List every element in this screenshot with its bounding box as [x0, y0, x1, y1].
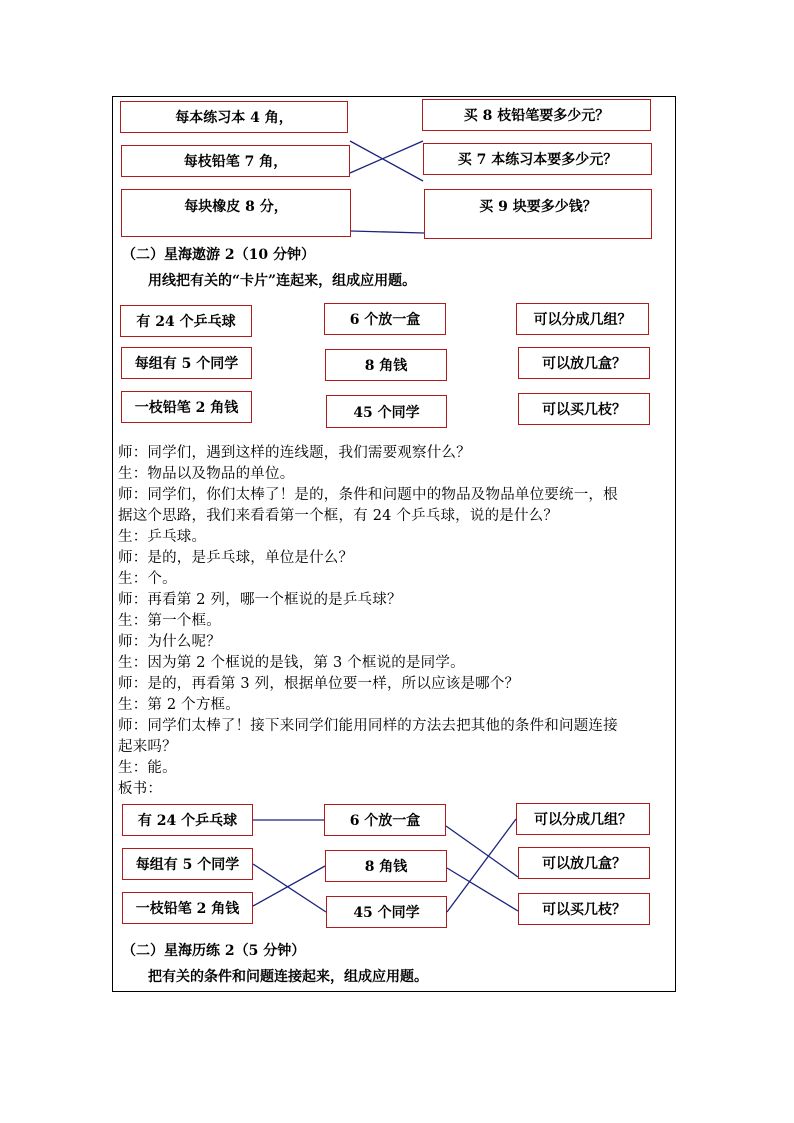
connector-line — [350, 141, 423, 173]
dialogue-line: 板书： — [118, 781, 163, 797]
condition-card-2: 每枝铅笔 7 角， — [121, 145, 350, 177]
card-a-left-3: 一枝铅笔 2 角钱 — [121, 391, 252, 423]
dialogue-line: 生：因为第 2 个框说的是钱，第 3 个框说的是同学。 — [118, 655, 465, 671]
condition-card-3: 每块橡皮 8 分， — [121, 189, 351, 237]
condition-card-1: 每本练习本 4 角， — [120, 101, 348, 133]
section-instruction-2: 用线把有关的“卡片”连起来，组成应用题。 — [148, 273, 417, 289]
section-heading-3: （二）星海历练 2（5 分钟） — [122, 943, 306, 959]
connector-line — [447, 819, 516, 912]
card-a-middle-3: 45 个同学 — [326, 395, 447, 428]
card-a-left-2: 每组有 5 个同学 — [121, 347, 252, 379]
card-b-right-2: 可以放几盒？ — [518, 847, 650, 879]
section-heading-2: （二）星海遨游 2（10 分钟） — [122, 247, 315, 263]
card-b-right-3: 可以买几枝？ — [518, 893, 650, 925]
card-a-right-2: 可以放几盒？ — [518, 347, 650, 379]
card-b-right-1: 可以分成几组？ — [516, 803, 650, 835]
card-b-left-2: 每组有 5 个同学 — [122, 848, 253, 880]
dialogue-line: 师：同学们，你们太棒了！是的，条件和问题中的物品及物品单位要统一，根 — [118, 487, 618, 503]
dialogue-line: 生：物品以及物品的单位。 — [118, 466, 295, 482]
card-b-left-3: 一枝铅笔 2 角钱 — [122, 892, 253, 924]
dialogue-line: 师：再看第 2 列，哪一个框说的是乒乓球？ — [118, 592, 402, 608]
question-card-2: 买 7 本练习本要多少元？ — [423, 143, 652, 175]
connector-line — [446, 826, 518, 877]
card-a-middle-1: 6 个放一盒 — [324, 303, 446, 335]
card-b-middle-3: 45 个同学 — [326, 896, 447, 928]
card-a-left-1: 有 24 个乒乓球 — [120, 305, 252, 337]
connector-line — [351, 231, 424, 233]
dialogue-line: 师：同学们太棒了！接下来同学们能用同样的方法去把其他的条件和问题连接 — [118, 718, 618, 734]
dialogue-line: 生：第一个框。 — [118, 613, 221, 629]
dialogue-line: 生：个。 — [118, 571, 177, 587]
dialogue-line: 师：为什么呢？ — [118, 634, 221, 650]
dialogue-line: 师：是的，再看第 3 列，根据单位要一样，所以应该是哪个？ — [118, 676, 520, 692]
dialogue-line: 师：是的，是乒乓球，单位是什么？ — [118, 550, 354, 566]
dialogue-line: 起来吗？ — [118, 739, 177, 755]
card-a-middle-2: 8 角钱 — [325, 349, 447, 381]
dialogue-line: 据这个思路，我们来看看第一个框，有 24 个乒乓球，说的是什么？ — [118, 508, 559, 524]
connector-line — [350, 141, 423, 181]
question-card-3: 买 9 块要多少钱？ — [424, 189, 652, 239]
dialogue-line: 生：能。 — [118, 760, 177, 776]
connector-line — [447, 868, 518, 911]
dialogue-line: 生：乒乓球。 — [118, 529, 207, 545]
dialogue-line: 师：同学们，遇到这样的连线题，我们需要观察什么？ — [118, 445, 471, 461]
dialogue-line: 生：第 2 个方框。 — [118, 697, 240, 713]
card-b-middle-1: 6 个放一盒 — [324, 804, 446, 836]
card-b-middle-2: 8 角钱 — [325, 850, 447, 882]
card-a-right-1: 可以分成几组？ — [516, 303, 649, 335]
connector-line — [253, 866, 325, 906]
card-b-left-1: 有 24 个乒乓球 — [122, 804, 253, 836]
section-instruction-3: 把有关的条件和问题连接起来，组成应用题。 — [148, 969, 428, 985]
card-a-right-3: 可以买几枝？ — [518, 393, 650, 425]
question-card-1: 买 8 枝铅笔要多少元？ — [422, 99, 651, 131]
